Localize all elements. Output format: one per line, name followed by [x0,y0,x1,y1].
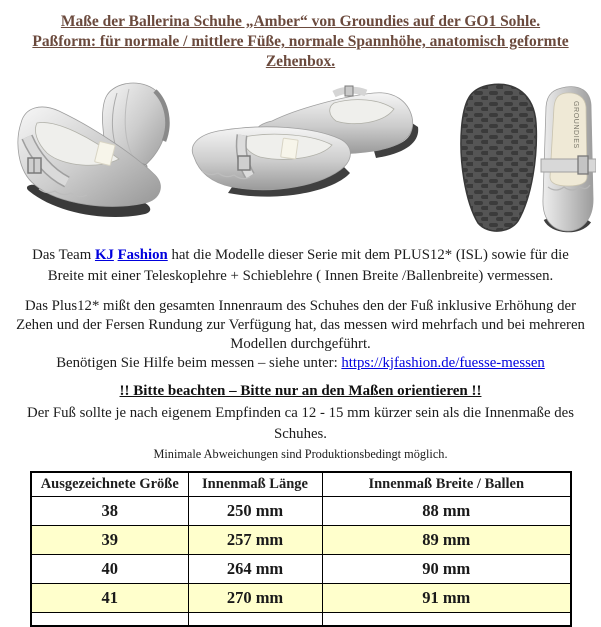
page-title-line-2: Paßform: für normale / mittlere Füße, normale Spannhöhe, anatomisch geformte Zehenbox. [32,33,569,70]
kj-fashion-link-fashion[interactable]: Fashion [117,247,168,263]
cell-length: 250 mm [188,496,322,525]
table-row [31,525,571,554]
measuring-help-link[interactable]: https://kjfashion.de/fuesse-messen [341,355,545,371]
cell-length: 270 mm [188,583,322,612]
table-row-clipped [31,612,571,626]
plus12-text: Das Plus12* mißt den gesamten Innenraum des Schuhes den der Fuß inklusive Erhöhung der Zehen und der Fersen Rundung zur Verfügung hat, das messen wird mehrfach und bei mehreren Modellen durchgeführt. [16,298,585,352]
size-table-header-row [31,472,571,496]
measuring-paragraph [0,245,601,287]
cell-length: 257 mm [188,525,322,554]
shoe-top-view-illustration [541,87,596,231]
notice-body: Der Fuß sollte je nach eigenem Empfinden ca 12 - 15 mm kürzer sein als die Innenmaße des Schuhes. [27,405,574,442]
help-label: Benötigen Sie Hilfe beim messen – siehe unter: [56,355,342,371]
insole-brand-text: GROUNDIES [572,101,579,149]
page-title-line-1: Maße der Ballerina Schuhe „Amber“ von Groundies auf der GO1 Sohle. [60,13,541,30]
measuring-text-before: Das Team [32,247,95,263]
page-title [0,12,601,72]
col-header-inner-length: Innenmaß Länge [188,472,322,496]
photo-shoe-side-view [5,79,177,240]
go1-sole-illustration [456,79,542,237]
cell-size: 40 [31,554,188,583]
cell-size: 39 [31,525,188,554]
cell-size: 41 [31,583,188,612]
table-row [31,554,571,583]
cell-size: 38 [31,496,188,525]
cell-width: 90 mm [322,554,571,583]
cell-width: 89 mm [322,525,571,554]
photo-shoe-pair [184,79,422,240]
cell-length: 264 mm [188,554,322,583]
table-row [31,583,571,612]
notice-smallprint: Minimale Abweichungen sind Produktionsbedingt möglich. [153,447,448,461]
cell-width: 88 mm [322,496,571,525]
notice-heading: !! Bitte beachten – Bitte nur an den Maßen orientieren !! [119,383,482,399]
help-line [16,354,585,373]
col-header-inner-width: Innenmaß Breite / Ballen [322,472,571,496]
col-header-size: Ausgezeichnete Größe [31,472,188,496]
front-shoe-illustration [192,127,350,197]
plus12-paragraph [0,297,601,373]
measuring-text-after: hat die Modelle dieser Serie mit dem PLUS12* (ISL) sowie für die Breite mit einer Teleskoplehre + Schieblehre ( Innen Breite /Ballenbreite) vermessen. [47,247,569,284]
kj-fashion-link-kj[interactable]: KJ [94,247,114,263]
product-photo-row [0,79,601,235]
size-table [30,471,572,627]
cell-width: 91 mm [322,583,571,612]
table-row [31,496,571,525]
photo-sole-and-top-view [428,79,596,242]
